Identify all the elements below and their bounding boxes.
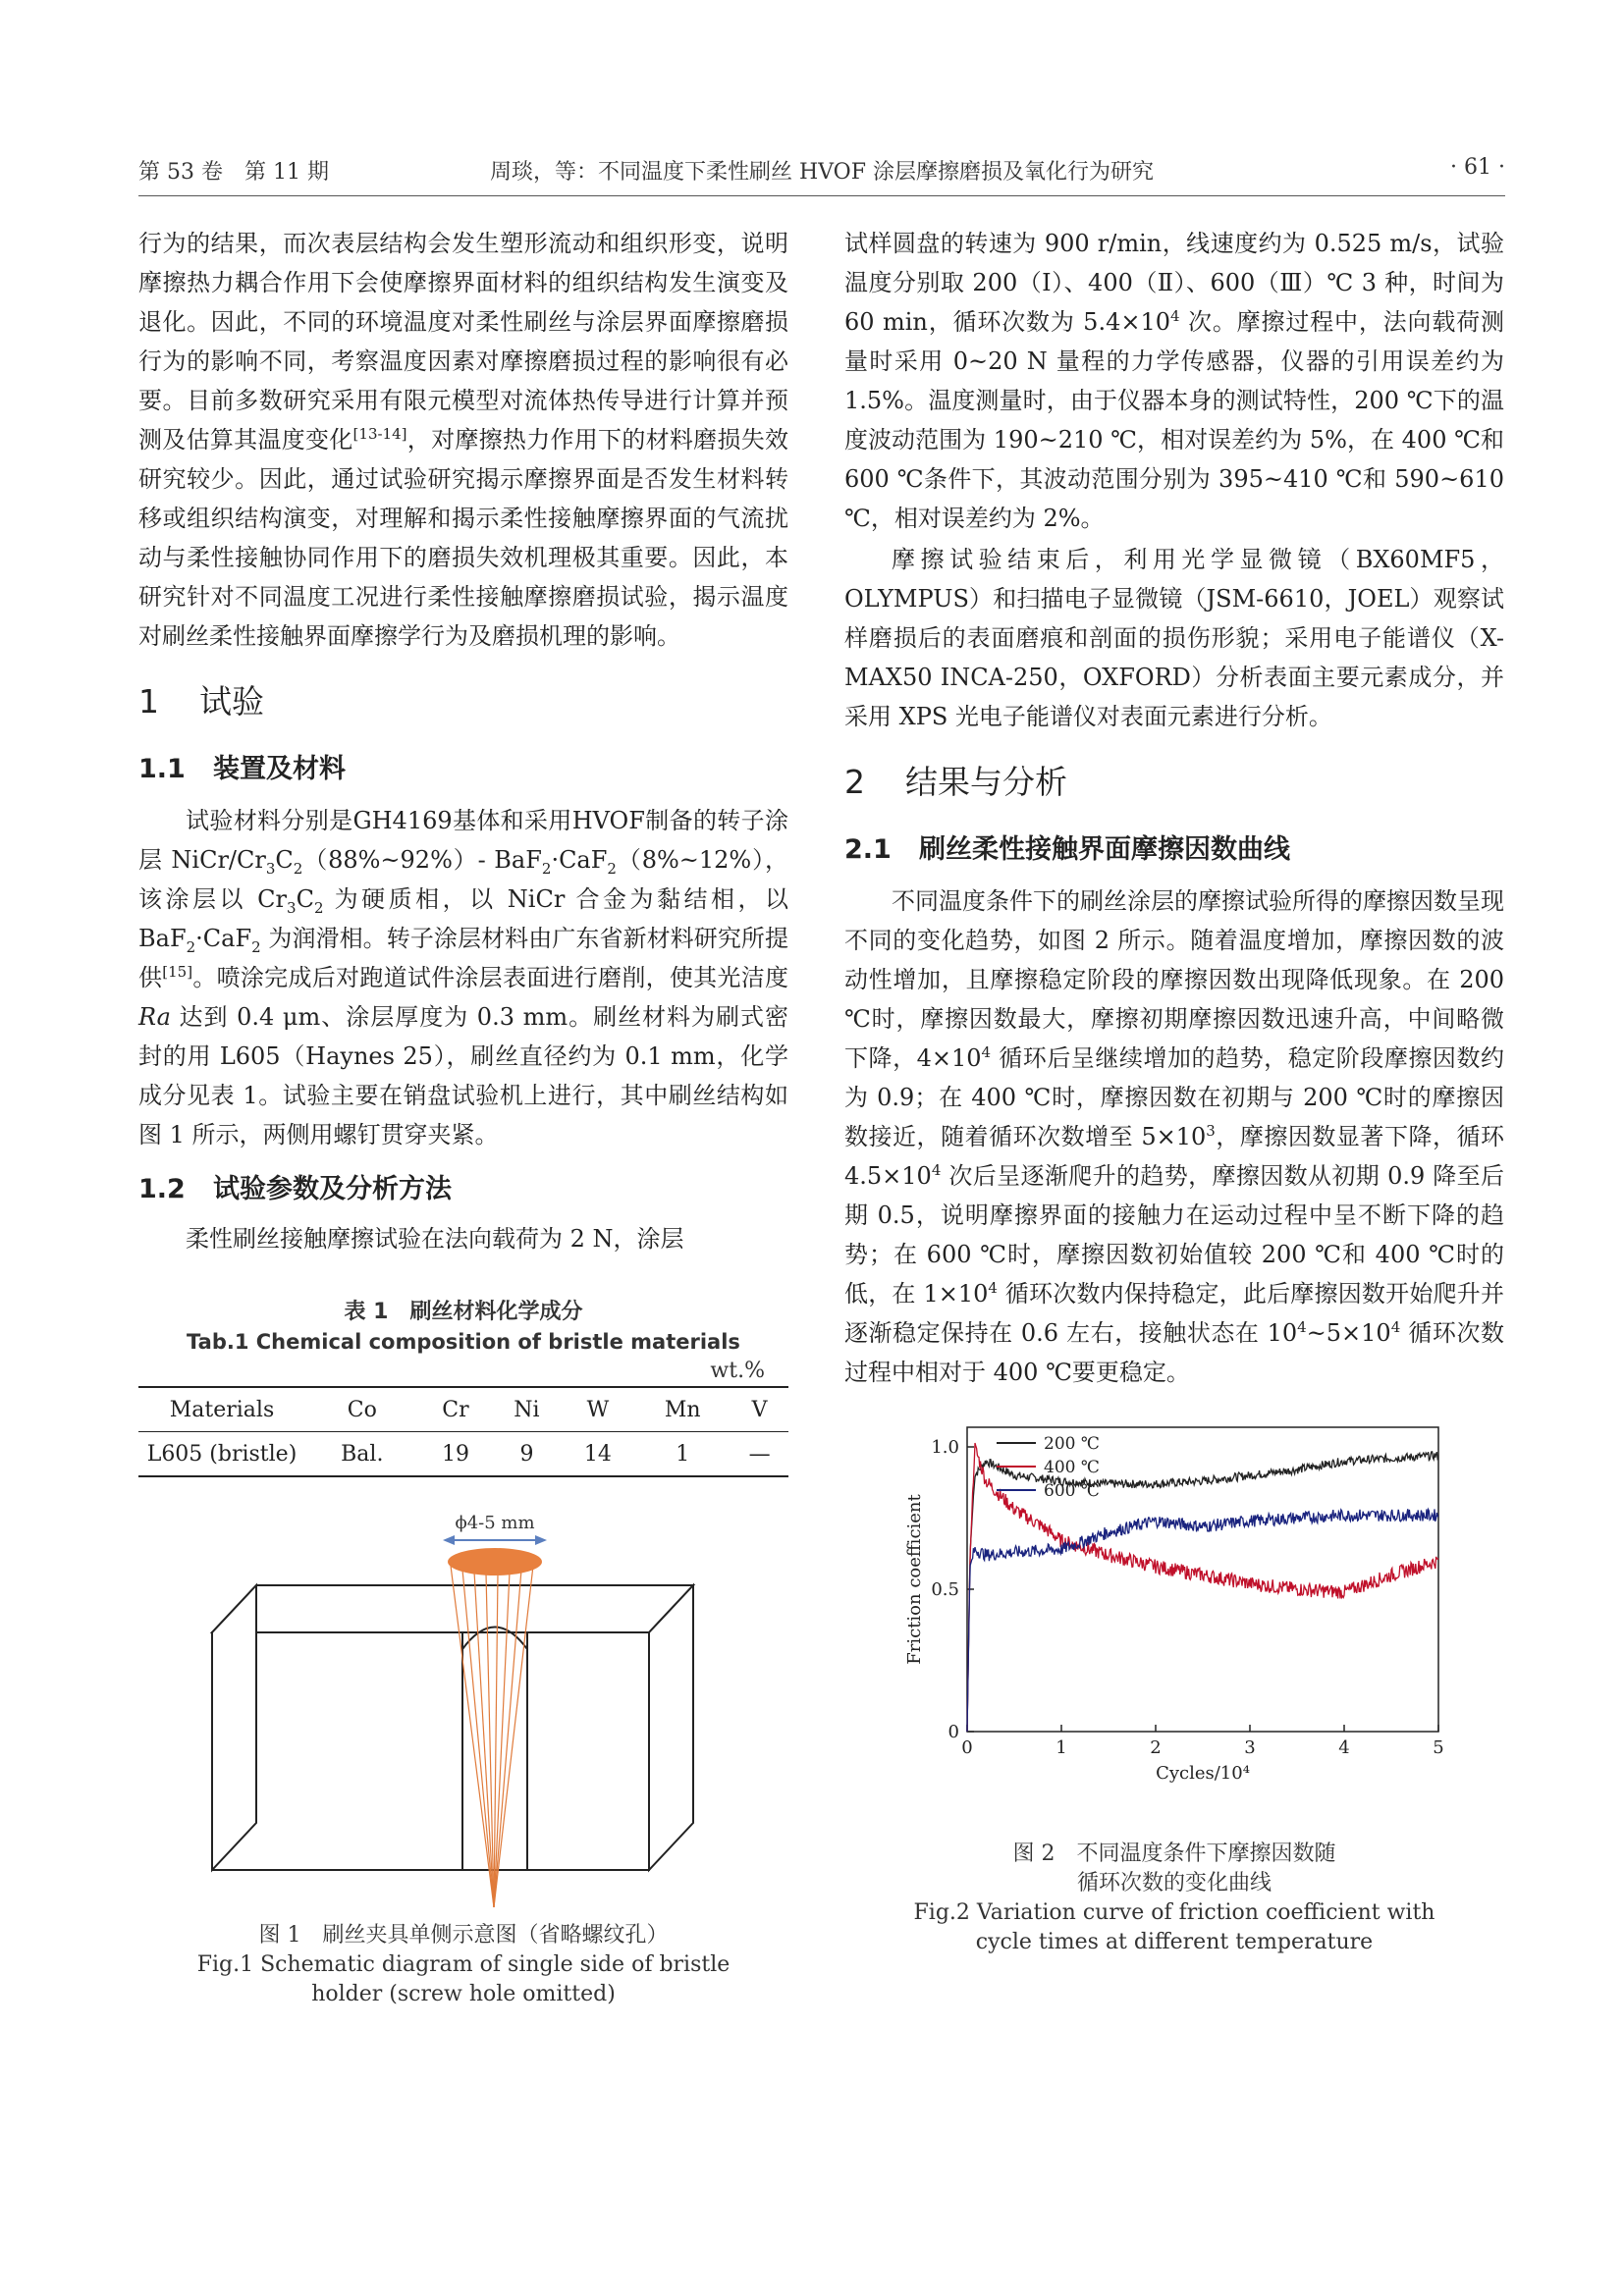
table-cell: 1	[634, 1432, 731, 1477]
table-cell: —	[731, 1432, 788, 1477]
x-tick-label: 5	[1433, 1737, 1444, 1758]
table-header: W	[562, 1387, 635, 1432]
table-header: V	[731, 1387, 788, 1432]
chemical-composition-table	[138, 1386, 788, 1477]
y-tick-label: 1.0	[931, 1437, 959, 1458]
table-header: Co	[305, 1387, 419, 1432]
figure-1	[138, 1497, 788, 1909]
figure-2-caption-en-2: cycle times at different temperature	[975, 1930, 1374, 1954]
citation: [15]	[162, 963, 193, 981]
running-header	[138, 155, 1505, 194]
series-line	[967, 1452, 1438, 1732]
analysis-methods-paragraph: 摩擦试验结束后，利用光学显微镜（BX60MF5，OLYMPUS）和扫描电子显微镜（JSM-6610，JOEL）观察试样磨损后的表面磨痕和剖面的损伤形貌；采用电子能谱仪（X-MAX50 INCA-250，OXFORD）分析表面主要元素成分，并采用 XPS 光电子能谱仪对表面元素进行分析。	[844, 546, 1504, 730]
running-title: 周琰，等：不同温度下柔性刷丝 HVOF 涂层摩擦磨损及氧化行为研究	[490, 160, 1154, 185]
parameters-paragraph-continued: 试样圆盘的转速为 900 r/min，线速度约为 0.525 m/s，试验温度分别取 200（Ⅰ）、400（Ⅱ）、600（Ⅲ）℃ 3 种，时间为 60 min，循环次数为 $5.4\times 10^4$ 次。摩擦过程中，法向载荷测量时采用 0~20 N 量程的力学传感器，仪器的引用误差约为 1.5%。温度测量时，由于仪器本身的测试特性，200 ℃下的温度波动范围为 190~210 ℃，相对误差约为 5%，在 400 ℃和 600 ℃条件下，其波动范围分别为 395~410 ℃和 590~610 ℃，相对误差约为 2%。	[844, 230, 1504, 532]
table-row	[138, 1432, 788, 1477]
figure-2	[844, 1408, 1504, 1840]
figure-2-caption-cn-2: 循环次数的变化曲线	[1076, 1871, 1272, 1896]
holder-right-face	[649, 1585, 693, 1870]
table-1-caption-cn: 表 1 刷丝材料化学成分	[344, 1300, 583, 1324]
x-tick-label: 3	[1244, 1737, 1256, 1758]
legend-label: 200 ℃	[1044, 1434, 1100, 1454]
section-1-2-heading: 1.2 试验参数及分析方法	[138, 1174, 452, 1204]
table-header: Cr	[419, 1387, 493, 1432]
table-header: Materials	[138, 1387, 305, 1432]
citation: [13-14]	[352, 425, 407, 443]
holder-side-face	[212, 1585, 256, 1870]
x-tick-label: 0	[961, 1737, 973, 1758]
table-header: Ni	[492, 1387, 561, 1432]
arrowhead-right	[535, 1535, 547, 1545]
table-1-caption-en: Tab.1 Chemical composition of bristle materials	[187, 1330, 740, 1354]
x-tick-label: 1	[1056, 1737, 1067, 1758]
series-line	[967, 1509, 1438, 1732]
section-2-heading: 2 结果与分析	[844, 763, 1067, 801]
table-cell: 19	[419, 1432, 493, 1477]
journal-volume: 第 53 卷 第 11 期	[138, 160, 329, 185]
x-axis-label: Cycles/10⁴	[1156, 1763, 1250, 1784]
y-tick-label: 0	[947, 1722, 959, 1742]
materials-paragraph: 试验材料分别是GH4169基体和采用HVOF制备的转子涂层 NiCr/$Cr_3C_2(88\%\sim 92\%)-$ BaF$_2$·CaF$_2$（8%~12%），该涂层以 $Cr_3C_2$ 为硬质相，以 NiCr 合金为黏结相，以 BaF$_2$·CaF$_2$ 为润滑相。转子涂层材料由广东省新材料研究所提供[15]。喷涂完成后对跑道试件涂层表面进行磨削，使其光洁度 Ra 达到 0.4 μm、涂层厚度为 0.3 mm。刷丝材料为刷式密封的用 L605（Haynes 25），刷丝直径约为 0.1 mm，化学成分见表 1。试验主要在销盘试验机上进行，其中刷丝结构如图 1 所示，两侧用螺钉贯穿夹紧。	[138, 807, 789, 1148]
table-header-row	[138, 1387, 788, 1432]
table-header: Mn	[634, 1387, 731, 1432]
parameters-paragraph: 柔性刷丝接触摩擦试验在法向载荷为 2 N，涂层	[186, 1225, 684, 1253]
holder-top-face	[212, 1585, 693, 1632]
dimension-label: ϕ4-5 mm	[455, 1513, 535, 1533]
friction-results-paragraph: 不同温度条件下的刷丝涂层的摩擦试验所得的摩擦因数呈现不同的变化趋势，如图 2 所示。随着温度增加，摩擦因数的波动性增加，且摩擦稳定阶段的摩擦因数出现降低现象。在 200 ℃时，摩擦因数最大，摩擦初期摩擦因数迅速升高，中间略微下降，$4\times 10^4$ 循环后呈继续增加的趋势，稳定阶段摩擦因数约为 0.9；在 400 ℃时，摩擦因数在初期与 200 ℃时的摩擦因数接近，随着循环次数增至 $5\times 10^3$，摩擦因数显著下降，循环 $4.5\times 10^4$ 次后呈逐渐爬升的趋势，摩擦因数从初期 0.9 降至后期 0.5，说明摩擦界面的接触力在运动过程中呈不断下降的趋势；在 600 ℃时，摩擦因数初始值较 200 ℃和 400 ℃时的低，在 $1\times 10^4$ 循环次数内保持稳定，此后摩擦因数开始爬升并逐渐稳定保持在 0.6 左右，接触状态在 $10^4\sim 5\times 10^4$ 循环次数过程中相对于 400 ℃要更稳定。	[844, 887, 1505, 1386]
y-axis-label: Friction coefficient	[904, 1494, 925, 1665]
x-tick-label: 2	[1150, 1737, 1162, 1758]
arrowhead-left	[443, 1535, 455, 1545]
figure-2-caption-cn-1: 图 2 不同温度条件下摩擦因数随	[1012, 1842, 1336, 1866]
x-tick-label: 4	[1338, 1737, 1350, 1758]
section-1-heading: 1 试验	[138, 682, 264, 721]
intro-paragraph-continued: 行为的结果，而次表层结构会发生塑形流动和组织形变，说明摩擦热力耦合作用下会使摩擦界面材料的组织结构发生演变及退化。因此，不同的环境温度对柔性刷丝与涂层界面摩擦磨损行为的影响不同，考察温度因素对摩擦磨损过程的影响很有必要。目前多数研究采用有限元模型对流体热传导进行计算并预测及估算其温度变化[13-14]，对摩擦热力作用下的材料磨损失效研究较少。因此，通过试验研究揭示摩擦界面是否发生材料转移或组织结构演变，对理解和揭示柔性接触摩擦界面的气流扰动与柔性接触协同作用下的磨损失效机理极其重要。因此，本研究针对不同温度工况进行柔性接触摩擦磨损试验，揭示温度对刷丝柔性接触界面摩擦学行为及磨损机理的影响。	[138, 230, 789, 650]
left-column	[138, 224, 788, 2009]
bristle-tip-disc	[448, 1548, 542, 1575]
section-1-1-heading: 1.1 装置及材料	[138, 754, 346, 784]
right-column	[844, 224, 1504, 1957]
table-unit: wt.%	[710, 1359, 765, 1383]
page-number: · 61 ·	[1450, 155, 1505, 180]
table-cell: 9	[492, 1432, 561, 1477]
figure-1-caption-en-1: Fig.1 Schematic diagram of single side of bristle	[196, 1952, 731, 1977]
legend-label: 600 ℃	[1044, 1481, 1100, 1501]
header-divider	[138, 195, 1505, 196]
bristle-holder-schematic	[138, 1497, 788, 1909]
section-2-1-heading: 2.1 刷丝柔性接触界面摩擦因数曲线	[844, 834, 1290, 865]
table-cell: L605 (bristle)	[138, 1432, 305, 1477]
legend-label: 400 ℃	[1044, 1458, 1100, 1477]
figure-1-caption-cn: 图 1 刷丝夹具单侧示意图（省略螺纹孔）	[258, 1923, 669, 1948]
figure-1-caption-en-2: holder (screw hole omitted)	[311, 1982, 616, 2006]
series-line	[967, 1443, 1438, 1732]
holder-front-face	[212, 1632, 649, 1870]
friction-coefficient-chart	[844, 1408, 1504, 1840]
table-cell: 14	[562, 1432, 635, 1477]
figure-2-caption-en-1: Fig.2 Variation curve of friction coefficient with	[913, 1900, 1435, 1925]
y-tick-label: 0.5	[931, 1579, 959, 1600]
table-cell: Bal.	[305, 1432, 419, 1477]
